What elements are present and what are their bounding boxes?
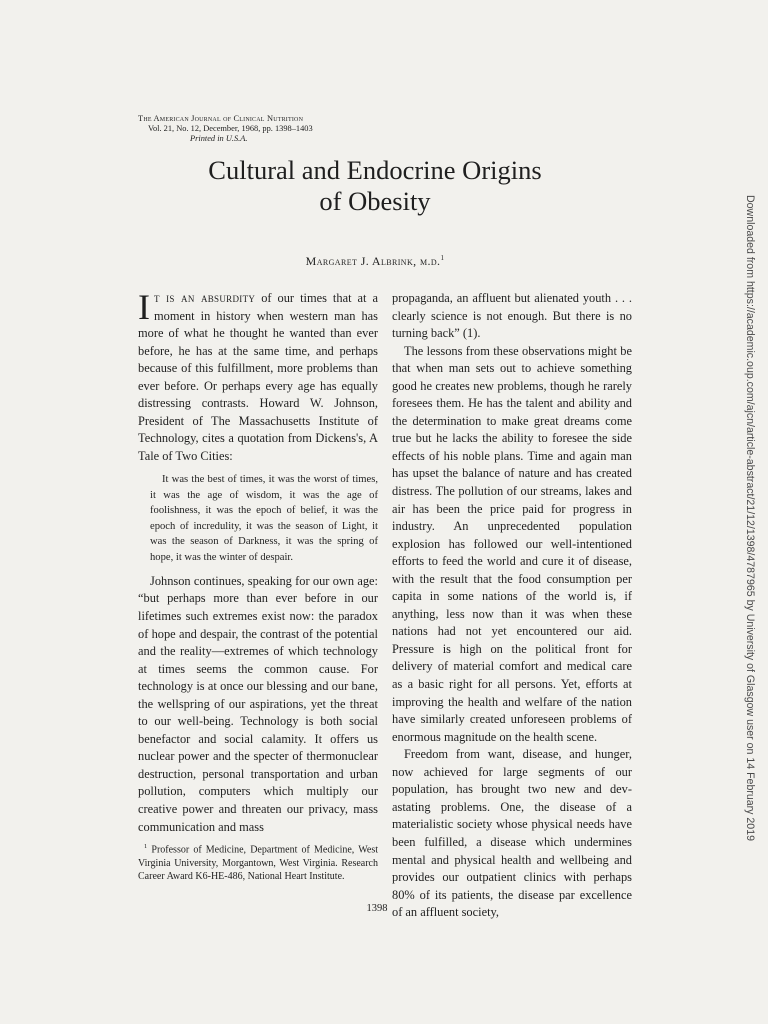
title-line-1: Cultural and Endocrine Origins	[208, 155, 542, 185]
author-footnote	[138, 840, 378, 884]
footnote-mark: 1	[144, 843, 148, 850]
journal-header	[138, 114, 378, 145]
author-footnote-mark: 1	[440, 254, 445, 262]
right-column	[392, 290, 632, 922]
paragraph-1-text: of our times that at a moment in history when western man has more of what he thought he wanted than ever before, he has at the same time, and perhaps because of this fulfillment, more problems than ever before. Or perhaps every age has equally distressing contrasts. Howard W. Johnson, President of The Massachusetts Institute of Technology, cites a quotation from Dickens's, A Tale of Two Cities:	[138, 291, 378, 463]
paragraph-2: Johnson continues, speaking for our own age: “but perhaps more than ever before in our lifetimes such extremes exist now: the paradox of hope and despair, the contrast of the potential and the reality—extremes of which technology at times seems the common cause. For technology is at once our blessing and our bane, the wellspring of our aspirations, yet the threat to our well-being. Technology is both social benefactor and social calamity. It offers us nuclear power and the specter of thermonuclear destruction, personal transportation and urban pollution, computers which multiply our creative power and threaten our privacy, mass communication and mass	[138, 573, 378, 834]
footnote-text: Professor of Medicine, Department of Medicine, West Virginia University, Morgantown, West Virginia. Research Career Award K6-HE-486, National Heart Institute.	[138, 844, 378, 883]
paragraph-5: Freedom from want, disease, and hunger, now achieved for large segments of our population, has brought two new and devastating problems. One, the disease of a materialistic society whose physical needs have been fulfilled, a disease which undermines mental and physical health and wellbeing and provides our outpatient clinics with perhaps 80% of its patients, the disease par excellence of an affluent society,	[392, 747, 632, 920]
drop-cap: I	[138, 287, 150, 327]
dickens-quotation: It was the best of times, it was the worst of times, it was the age of wisdom, it was the age of foolishness, it was the epoch of belief, it was the epoch of incredulity, it was the season of Light, it was the season of Darkness, it was the spring of hope, it was the winter of despair.	[150, 474, 378, 563]
paragraph-1	[138, 287, 378, 465]
article-title	[150, 155, 600, 217]
page-number: 1398	[366, 903, 388, 914]
paragraph-4: The lessons from these observations might be that when man sets out to achieve something good he creates new problems, though he rarely foresees them. He has the talent and ability and the determination to make great dreams come true but he lacks the ability to foresee the side effects of his noble plans. Time and again man has upset the balance of nature and has created distress. The pollution of our streams, lakes and air has been the price paid for progress in industry. An unprecedented population explosion has followed our well-intentioned efforts to feed the world and cure it of disease, with the result that the food consumption per capita in some nations of the world is, if anything, less now than it was when these nations had not yet encountered our aid. Pressure is high on the political front for delivery of material comfort and medical care as a basic right for all persons. Yet, efforts at improving the health and welfare of the nation have similarly created unforeseen problems of enormous magnitude on the health scene.	[392, 343, 632, 744]
journal-volume-info: Vol. 21, No. 12, December, 1968, pp. 1398–1403	[148, 124, 313, 134]
left-column	[138, 287, 378, 836]
paragraph-3: propaganda, an affluent but alienated youth . . . clearly science is not enough. But there is no turning back” (1).	[392, 291, 632, 341]
journal-printed-in: Printed in U.S.A.	[190, 134, 248, 144]
journal-name: The American Journal of Clinical Nutrition	[138, 114, 304, 123]
author-line	[150, 254, 600, 269]
author-name: Margaret J. Albrink, m.d.	[305, 254, 441, 268]
download-watermark	[742, 195, 758, 841]
download-watermark-text: Downloaded from https://academic.oup.com/ajcn/article-abstract/21/12/1398/4787965 by University of Glasgow user on 14 February 2019	[744, 195, 756, 841]
opening-small-caps: t is an absurdity	[154, 291, 256, 305]
title-line-2: of Obesity	[319, 186, 431, 216]
